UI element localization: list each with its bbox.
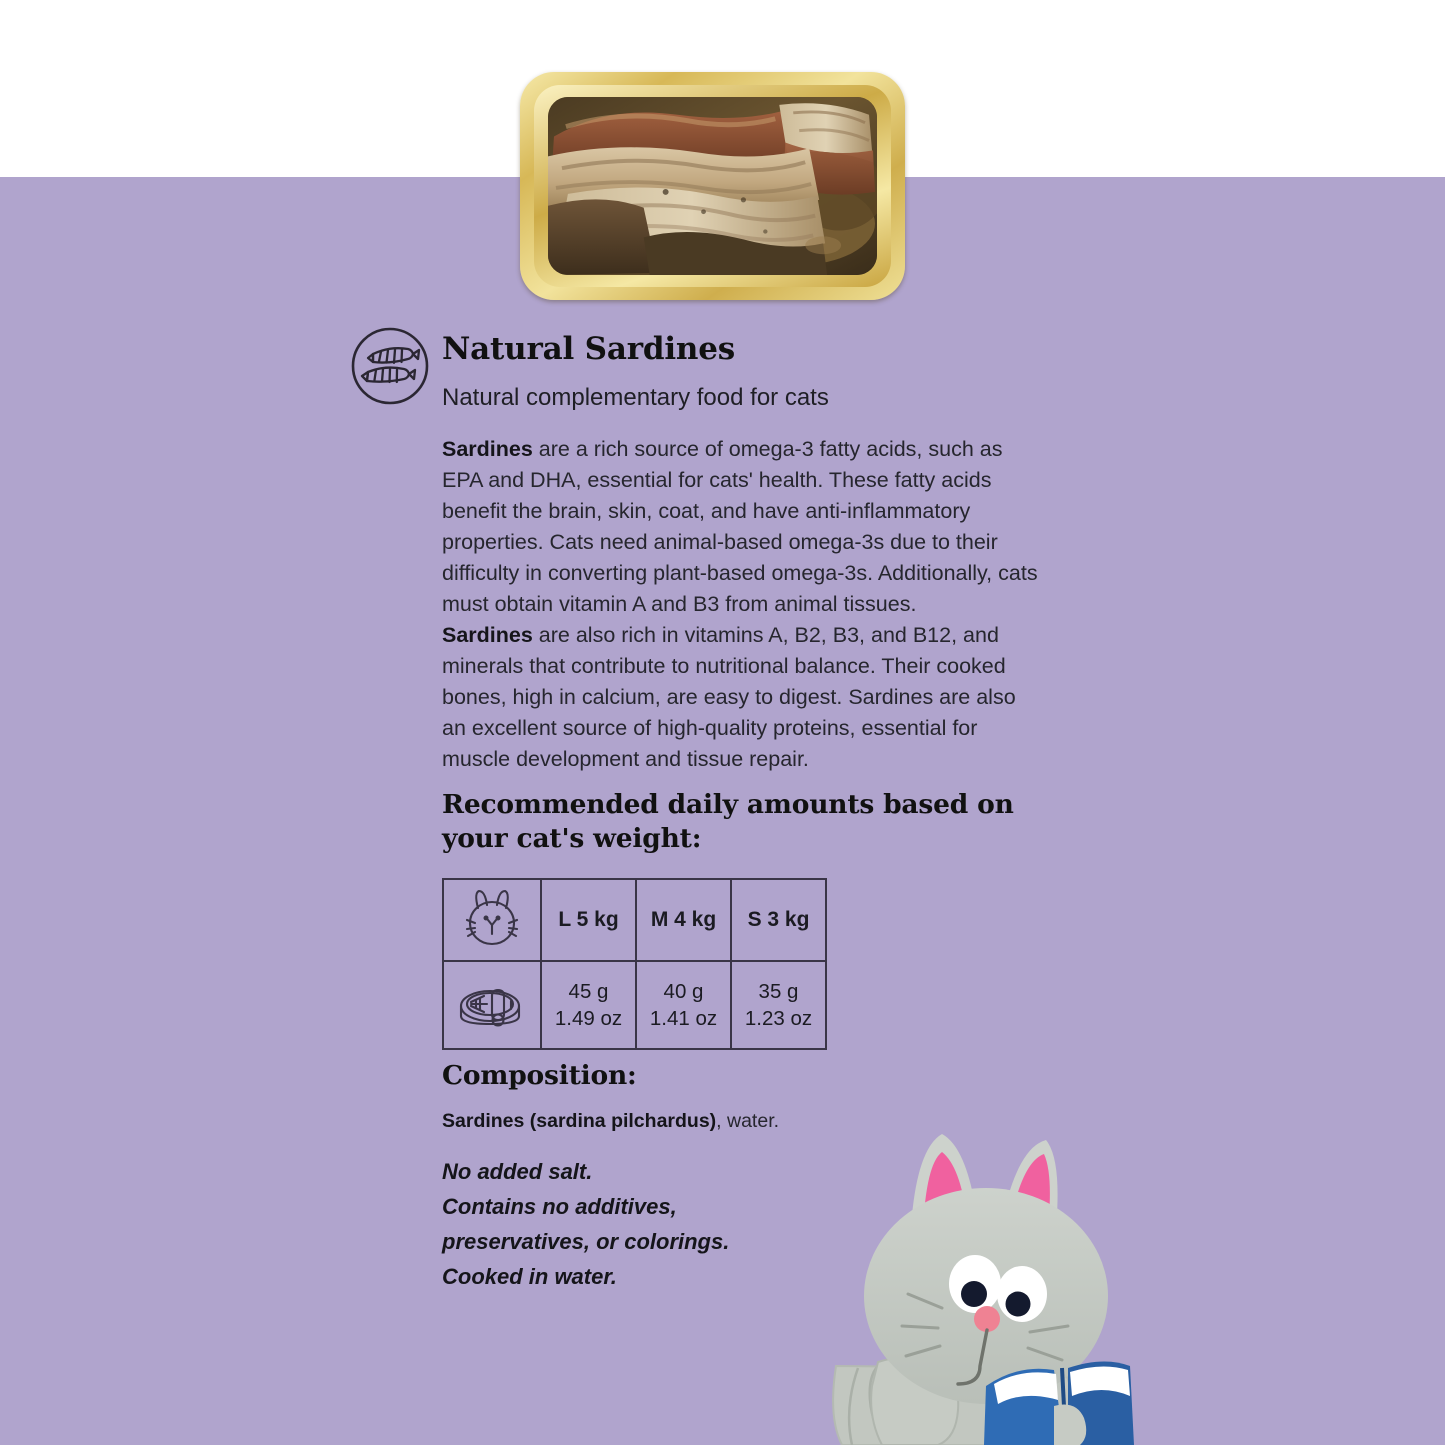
description-text-2: are also rich in vitamins A, B2, B3, and B12, and minerals that contribute to nutritional balance. Their cooked bones, high in calcium, are easy to digest. Sardines are also an excellent source of high-quality proteins, essential for muscle development and tissue repair. [442, 623, 1016, 771]
amount-small-ounces: 1.23 oz [744, 1007, 813, 1030]
table-row-amounts [443, 961, 826, 1049]
claim-line-4: Cooked in water. [442, 1264, 617, 1289]
description-paragraph-1 [442, 434, 1042, 620]
two-sardines-circle-icon [348, 324, 432, 408]
cat-face-icon [444, 887, 540, 953]
weight-size-large: L 5 kg [541, 879, 636, 961]
description-lead-1: Sardines [442, 437, 533, 461]
composition-claims [442, 1154, 872, 1294]
weight-size-medium: M 4 kg [636, 879, 731, 961]
feeding-guide-table [442, 878, 827, 1050]
amount-large-ounces: 1.49 oz [554, 1007, 623, 1030]
cat-face-icon-cell [443, 879, 541, 961]
product-description [442, 434, 1042, 775]
amount-large [541, 961, 636, 1049]
amount-medium [636, 961, 731, 1049]
open-tin-icon [444, 974, 540, 1036]
amount-large-grams: 45 g [568, 980, 609, 1003]
composition-ingredients [442, 1108, 779, 1134]
dosage-heading: Recommended daily amounts based on your cat's weight: [442, 789, 1014, 854]
claim-line-3: preservatives, or colorings. [442, 1229, 730, 1254]
ingredients-rest: , water. [716, 1110, 780, 1132]
description-paragraph-2 [442, 620, 1042, 775]
amount-small [731, 961, 826, 1049]
amount-medium-grams: 40 g [663, 980, 704, 1003]
table-row-weights [443, 879, 826, 961]
description-lead-2: Sardines [442, 623, 533, 647]
composition-heading: Composition: [442, 1060, 637, 1091]
claim-line-1: No added salt. [442, 1159, 593, 1184]
description-text-1: are a rich source of omega-3 fatty acids, such as EPA and DHA, essential for cats' health. These fatty acids benefit the brain, skin, coat, and have anti-inflammatory properties. Cats need animal-based omega-3s due to their difficulty in converting plant-based omega-3s. Additionally, cats must obtain vitamin A and B3 from animal tissues. [442, 437, 1038, 616]
weight-size-small: S 3 kg [731, 879, 826, 961]
page-title: Natural Sardines [442, 331, 736, 367]
amount-medium-ounces: 1.41 oz [649, 1007, 718, 1030]
claim-line-2: Contains no additives, [442, 1194, 677, 1219]
page-subtitle: Natural complementary food for cats [442, 384, 829, 411]
amount-small-grams: 35 g [758, 980, 799, 1003]
ingredients-bold: Sardines (sardina pilchardus) [442, 1110, 717, 1132]
open-tin-icon-cell [443, 961, 541, 1049]
cat-reading-book-illustration [818, 1118, 1148, 1445]
